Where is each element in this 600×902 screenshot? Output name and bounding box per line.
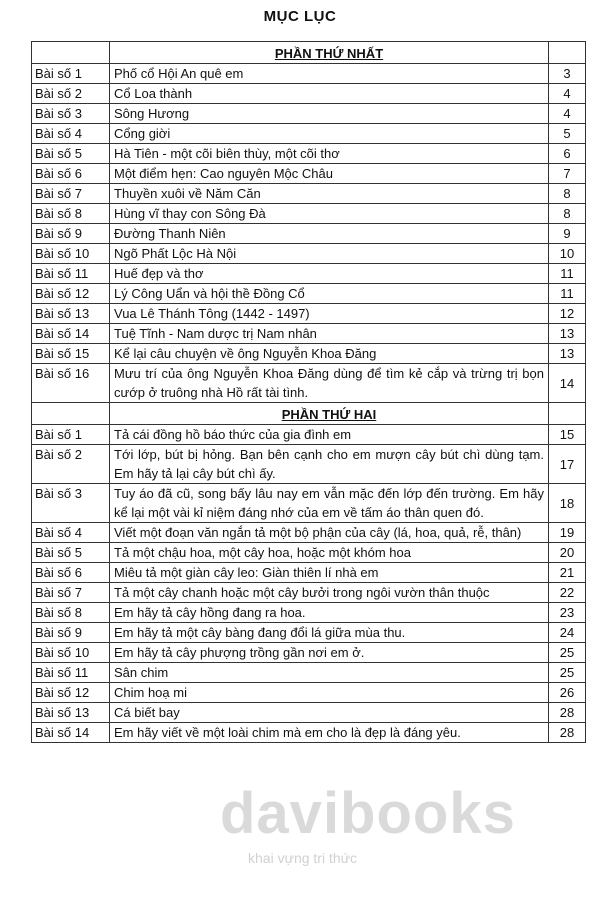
toc-row <box>32 543 586 563</box>
section-header-row <box>32 403 586 425</box>
toc-row <box>32 164 586 184</box>
page-number: 13 <box>549 344 586 364</box>
page-number: 25 <box>549 663 586 683</box>
lesson-number: Bài số 14 <box>32 723 110 743</box>
page-number: 8 <box>549 204 586 224</box>
page-number: 11 <box>549 264 586 284</box>
page-number: 9 <box>549 224 586 244</box>
lesson-number: Bài số 2 <box>32 84 110 104</box>
lesson-number: Bài số 5 <box>32 144 110 164</box>
toc-row <box>32 304 586 324</box>
lesson-topic: Em hãy viết về một loài chim mà em cho là đẹp là đáng yêu. <box>110 723 549 743</box>
lesson-topic: Tuệ Tĩnh - Nam dược trị Nam nhân <box>110 324 549 344</box>
section-header-spacer <box>32 403 110 425</box>
lesson-number: Bài số 13 <box>32 304 110 324</box>
lesson-number: Bài số 6 <box>32 563 110 583</box>
lesson-topic: Ngõ Phất Lộc Hà Nội <box>110 244 549 264</box>
toc-row <box>32 364 586 403</box>
page-number: 20 <box>549 543 586 563</box>
lesson-topic: Hùng vĩ thay con Sông Đà <box>110 204 549 224</box>
page-number: 18 <box>549 484 586 523</box>
page-number: 21 <box>549 563 586 583</box>
lesson-number: Bài số 11 <box>32 663 110 683</box>
toc-row <box>32 583 586 603</box>
lesson-number: Bài số 13 <box>32 703 110 723</box>
lesson-topic: Em hãy tả một cây bàng đang đổi lá giữa mùa thu. <box>110 623 549 643</box>
page-number: 28 <box>549 703 586 723</box>
page-number: 12 <box>549 304 586 324</box>
toc-row <box>32 445 586 484</box>
toc-row <box>32 563 586 583</box>
lesson-topic: Tả một cây chanh hoặc một cây bưởi trong ngôi vườn thân thuộc <box>110 583 549 603</box>
toc-row <box>32 344 586 364</box>
toc-row <box>32 703 586 723</box>
section-header-page-spacer <box>549 403 586 425</box>
toc-row <box>32 224 586 244</box>
toc-row <box>32 484 586 523</box>
section-heading: PHẦN THỨ NHẤT <box>110 42 549 64</box>
watermark-tagline: khai vựng tri thức <box>248 850 358 866</box>
lesson-number: Bài số 8 <box>32 603 110 623</box>
page-number: 11 <box>549 284 586 304</box>
lesson-topic: Kể lại câu chuyện về ông Nguyễn Khoa Đăng <box>110 344 549 364</box>
lesson-topic: Đường Thanh Niên <box>110 224 549 244</box>
page-number: 8 <box>549 184 586 204</box>
page-number: 4 <box>549 84 586 104</box>
lesson-number: Bài số 3 <box>32 104 110 124</box>
page-number: 17 <box>549 445 586 484</box>
lesson-topic: Chim hoạ mi <box>110 683 549 703</box>
toc-row <box>32 723 586 743</box>
toc-row <box>32 84 586 104</box>
lesson-number: Bài số 5 <box>32 543 110 563</box>
toc-row <box>32 663 586 683</box>
lesson-number: Bài số 2 <box>32 445 110 484</box>
toc-row <box>32 104 586 124</box>
page-number: 23 <box>549 603 586 623</box>
toc-row <box>32 603 586 623</box>
page-number: 19 <box>549 523 586 543</box>
lesson-topic: Lý Công Uẩn và hội thề Đồng Cổ <box>110 284 549 304</box>
lesson-number: Bài số 15 <box>32 344 110 364</box>
toc-row <box>32 204 586 224</box>
section-header-row <box>32 42 586 64</box>
lesson-number: Bài số 8 <box>32 204 110 224</box>
lesson-topic: Sân chim <box>110 663 549 683</box>
page-number: 6 <box>549 144 586 164</box>
toc-row <box>32 683 586 703</box>
lesson-topic: Một điểm hẹn: Cao nguyên Mộc Châu <box>110 164 549 184</box>
lesson-topic: Phố cổ Hội An quê em <box>110 64 549 84</box>
toc-row <box>32 623 586 643</box>
lesson-topic: Vua Lê Thánh Tông (1442 - 1497) <box>110 304 549 324</box>
lesson-topic: Miêu tả một giàn cây leo: Giàn thiên lí nhà em <box>110 563 549 583</box>
lesson-topic: Em hãy tả cây phượng trồng gần nơi em ở. <box>110 643 549 663</box>
lesson-number: Bài số 7 <box>32 184 110 204</box>
lesson-number: Bài số 10 <box>32 643 110 663</box>
toc-row <box>32 144 586 164</box>
lesson-number: Bài số 7 <box>32 583 110 603</box>
watermark-logo: davibooks <box>220 781 516 846</box>
lesson-topic: Viết một đoạn văn ngắn tả một bộ phận của cây (lá, hoa, quả, rễ, thân) <box>110 523 549 543</box>
lesson-number: Bài số 16 <box>32 364 110 403</box>
lesson-topic: Huế đẹp và thơ <box>110 264 549 284</box>
page-title: MỤC LỤC <box>263 8 337 25</box>
toc-row <box>32 184 586 204</box>
lesson-topic: Cá biết bay <box>110 703 549 723</box>
lesson-number: Bài số 6 <box>32 164 110 184</box>
lesson-number: Bài số 14 <box>32 324 110 344</box>
lesson-number: Bài số 12 <box>32 284 110 304</box>
toc-row <box>32 264 586 284</box>
page-number: 26 <box>549 683 586 703</box>
toc-row <box>32 425 586 445</box>
toc-body <box>32 42 586 743</box>
lesson-number: Bài số 12 <box>32 683 110 703</box>
page-number: 5 <box>549 124 586 144</box>
lesson-topic: Tới lớp, bút bị hỏng. Bạn bên cạnh cho em mượn cây bút chì dùng tạm. Em hãy tả lại cây bút chì ấy. <box>110 445 549 484</box>
lesson-topic: Tuy áo đã cũ, song bấy lâu nay em vẫn mặc đến lớp đến trường. Em hãy kể lại một vài kỉ niệm đáng nhớ của em về tấm áo thân quen đó. <box>110 484 549 523</box>
toc-row <box>32 523 586 543</box>
page-number: 25 <box>549 643 586 663</box>
section-header-page-spacer <box>549 42 586 64</box>
page-number: 4 <box>549 104 586 124</box>
lesson-topic: Mưu trí của ông Nguyễn Khoa Đăng dùng để tìm kẻ cắp và trừng trị bọn cướp ở truông nhà Hồ rất tài tình. <box>110 364 549 403</box>
lesson-topic: Em hãy tả cây hồng đang ra hoa. <box>110 603 549 623</box>
page-number: 3 <box>549 64 586 84</box>
section-header-spacer <box>32 42 110 64</box>
lesson-topic: Tả cái đồng hồ báo thức của gia đình em <box>110 425 549 445</box>
lesson-topic: Tả một chậu hoa, một cây hoa, hoặc một khóm hoa <box>110 543 549 563</box>
toc-row <box>32 64 586 84</box>
lesson-topic: Cổ Loa thành <box>110 84 549 104</box>
lesson-number: Bài số 9 <box>32 623 110 643</box>
lesson-number: Bài số 4 <box>32 523 110 543</box>
page-number: 14 <box>549 364 586 403</box>
lesson-topic: Hà Tiên - một cõi biên thùy, một cõi thơ <box>110 144 549 164</box>
lesson-number: Bài số 4 <box>32 124 110 144</box>
lesson-number: Bài số 11 <box>32 264 110 284</box>
page-number: 15 <box>549 425 586 445</box>
page-number: 7 <box>549 164 586 184</box>
page-number: 13 <box>549 324 586 344</box>
lesson-number: Bài số 3 <box>32 484 110 523</box>
table-of-contents <box>31 41 586 743</box>
lesson-topic: Thuyền xuôi về Năm Căn <box>110 184 549 204</box>
page-number: 10 <box>549 244 586 264</box>
lesson-number: Bài số 1 <box>32 64 110 84</box>
lesson-number: Bài số 1 <box>32 425 110 445</box>
toc-row <box>32 124 586 144</box>
lesson-number: Bài số 9 <box>32 224 110 244</box>
toc-row <box>32 284 586 304</box>
page-number: 22 <box>549 583 586 603</box>
lesson-topic: Sông Hương <box>110 104 549 124</box>
lesson-number: Bài số 10 <box>32 244 110 264</box>
toc-row <box>32 324 586 344</box>
lesson-topic: Cổng giời <box>110 124 549 144</box>
section-heading: PHẦN THỨ HAI <box>110 403 549 425</box>
toc-row <box>32 643 586 663</box>
toc-row <box>32 244 586 264</box>
page-number: 24 <box>549 623 586 643</box>
page-number: 28 <box>549 723 586 743</box>
